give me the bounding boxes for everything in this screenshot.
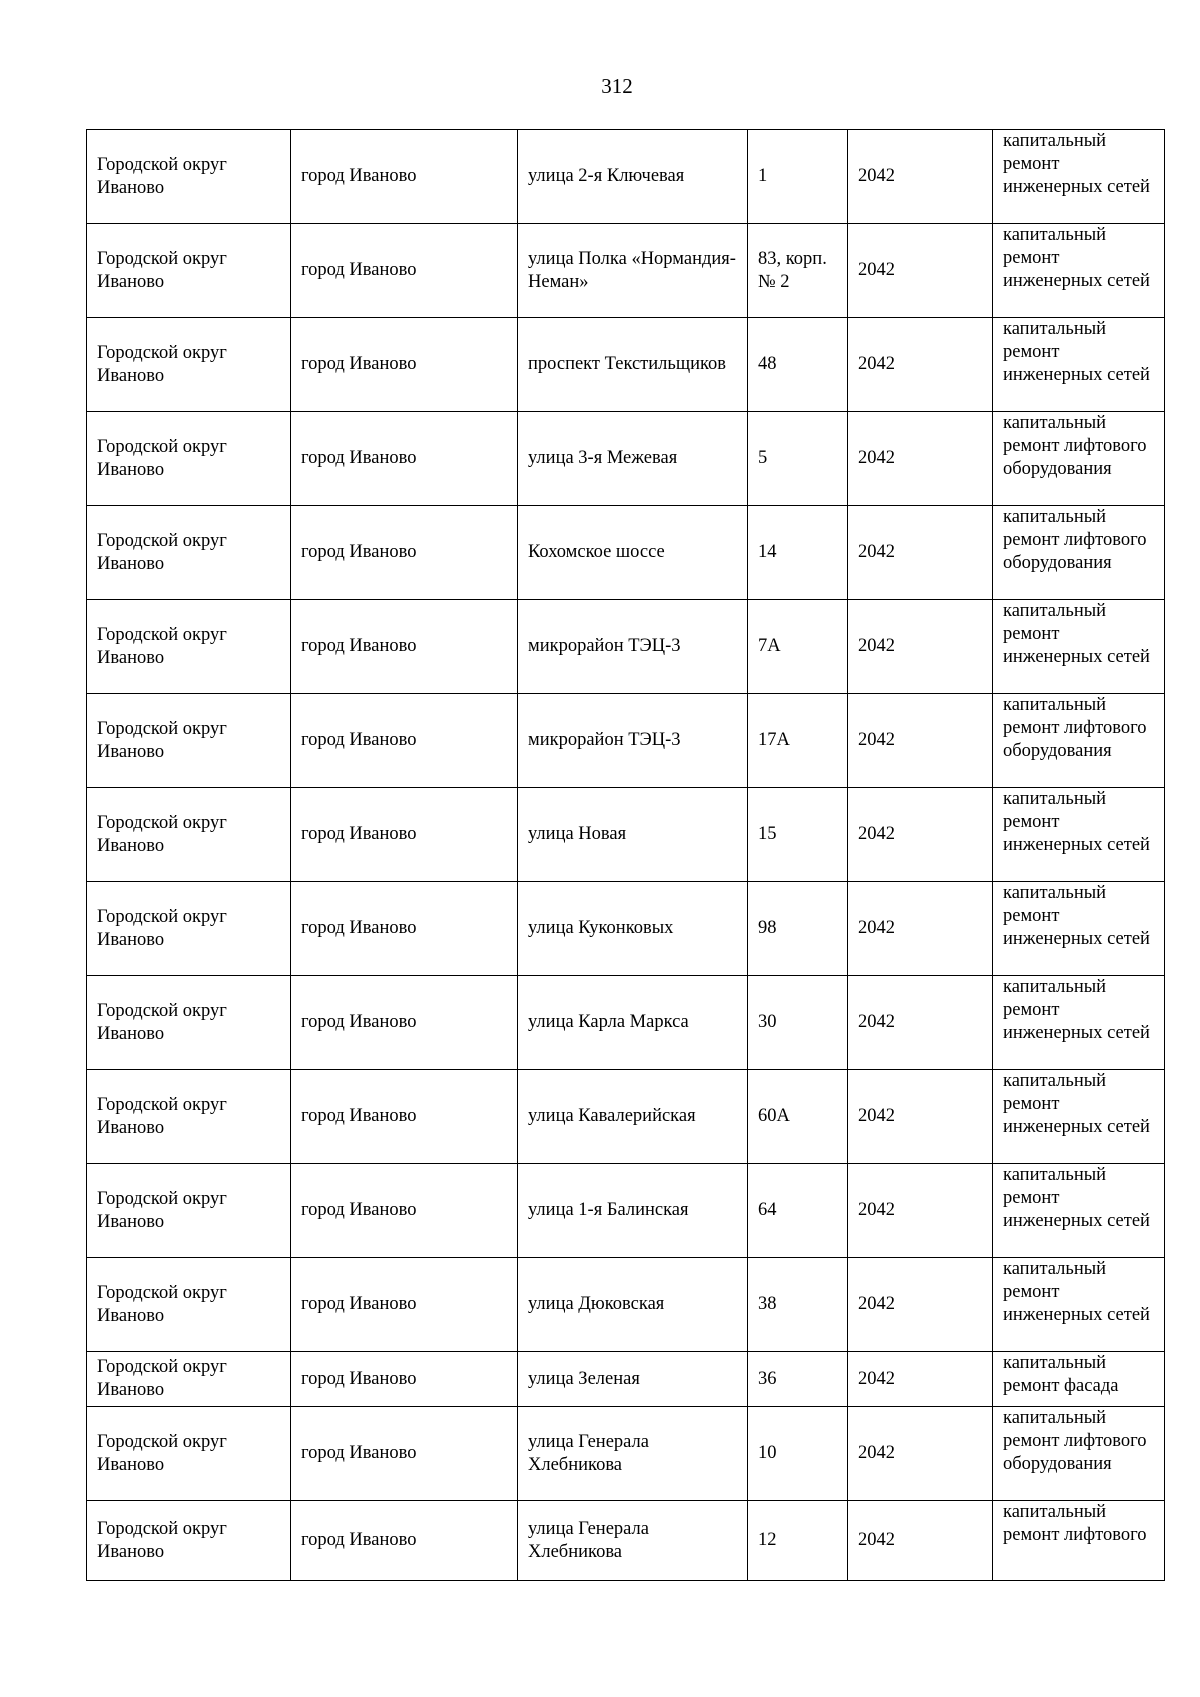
cell-city: город Иваново (291, 976, 518, 1070)
cell-year: 2042 (848, 976, 993, 1070)
cell-work: капитальный ремонт лифтового оборудования (993, 412, 1165, 506)
cell-work: капитальный ремонт инженерных сетей (993, 318, 1165, 412)
cell-city: город Иваново (291, 412, 518, 506)
cell-street: улица Дюковская (518, 1258, 748, 1352)
cell-city: город Иваново (291, 318, 518, 412)
cell-district: Городской округ Иваново (87, 318, 291, 412)
cell-street: улица Генерала Хлебникова (518, 1407, 748, 1501)
table-row (87, 130, 1165, 224)
cell-year: 2042 (848, 1352, 993, 1407)
cell-district: Городской округ Иваново (87, 412, 291, 506)
cell-city: город Иваново (291, 600, 518, 694)
cell-district: Городской округ Иваново (87, 976, 291, 1070)
cell-work: капитальный ремонт инженерных сетей (993, 976, 1165, 1070)
cell-year: 2042 (848, 1407, 993, 1501)
cell-house: 98 (748, 882, 848, 976)
cell-district: Городской округ Иваново (87, 506, 291, 600)
cell-year: 2042 (848, 1070, 993, 1164)
cell-district: Городской округ Иваново (87, 788, 291, 882)
cell-work: капитальный ремонт лифтового (993, 1501, 1165, 1581)
cell-work: капитальный ремонт фасада (993, 1352, 1165, 1407)
cell-work: капитальный ремонт лифтового оборудования (993, 1407, 1165, 1501)
cell-house: 1 (748, 130, 848, 224)
cell-street: улица 3-я Межевая (518, 412, 748, 506)
table-row (87, 976, 1165, 1070)
cell-city: город Иваново (291, 788, 518, 882)
cell-year: 2042 (848, 318, 993, 412)
cell-district: Городской округ Иваново (87, 1164, 291, 1258)
cell-street: проспект Текстильщиков (518, 318, 748, 412)
cell-house: 30 (748, 976, 848, 1070)
cell-city: город Иваново (291, 506, 518, 600)
cell-city: город Иваново (291, 224, 518, 318)
cell-district: Городской округ Иваново (87, 694, 291, 788)
page-number: 312 (601, 74, 633, 98)
table-row (87, 1501, 1165, 1581)
table-row (87, 318, 1165, 412)
cell-year: 2042 (848, 788, 993, 882)
cell-year: 2042 (848, 130, 993, 224)
cell-street: микрорайон ТЭЦ-3 (518, 694, 748, 788)
table-row (87, 600, 1165, 694)
table-row (87, 1070, 1165, 1164)
table-row (87, 506, 1165, 600)
cell-year: 2042 (848, 600, 993, 694)
cell-house: 7А (748, 600, 848, 694)
table-row (87, 412, 1165, 506)
repair-schedule-table (86, 129, 1165, 1581)
cell-house: 38 (748, 1258, 848, 1352)
cell-work: капитальный ремонт инженерных сетей (993, 788, 1165, 882)
cell-year: 2042 (848, 1258, 993, 1352)
cell-street: микрорайон ТЭЦ-3 (518, 600, 748, 694)
cell-district: Городской округ Иваново (87, 600, 291, 694)
cell-house: 48 (748, 318, 848, 412)
cell-year: 2042 (848, 882, 993, 976)
cell-district: Городской округ Иваново (87, 1352, 291, 1407)
cell-year: 2042 (848, 412, 993, 506)
cell-work: капитальный ремонт инженерных сетей (993, 600, 1165, 694)
cell-street: Кохомское шоссе (518, 506, 748, 600)
cell-city: город Иваново (291, 1501, 518, 1581)
cell-street: улица 2-я Ключевая (518, 130, 748, 224)
cell-work: капитальный ремонт лифтового оборудования (993, 506, 1165, 600)
cell-house: 10 (748, 1407, 848, 1501)
cell-street: улица Зеленая (518, 1352, 748, 1407)
cell-work: капитальный ремонт инженерных сетей (993, 1070, 1165, 1164)
cell-district: Городской округ Иваново (87, 1407, 291, 1501)
table-row (87, 1352, 1165, 1407)
cell-city: город Иваново (291, 1407, 518, 1501)
cell-street: улица Новая (518, 788, 748, 882)
cell-work: капитальный ремонт лифтового оборудования (993, 694, 1165, 788)
cell-district: Городской округ Иваново (87, 1501, 291, 1581)
cell-city: город Иваново (291, 130, 518, 224)
table-row (87, 694, 1165, 788)
cell-street: улица Куконковых (518, 882, 748, 976)
cell-street: улица 1-я Балинская (518, 1164, 748, 1258)
cell-year: 2042 (848, 694, 993, 788)
cell-street: улица Карла Маркса (518, 976, 748, 1070)
cell-work: капитальный ремонт инженерных сетей (993, 1258, 1165, 1352)
cell-house: 15 (748, 788, 848, 882)
cell-house: 5 (748, 412, 848, 506)
cell-year: 2042 (848, 506, 993, 600)
cell-house: 60А (748, 1070, 848, 1164)
cell-district: Городской округ Иваново (87, 1070, 291, 1164)
cell-house: 12 (748, 1501, 848, 1581)
table-row (87, 224, 1165, 318)
cell-city: город Иваново (291, 1164, 518, 1258)
cell-city: город Иваново (291, 1070, 518, 1164)
table-row (87, 1407, 1165, 1501)
cell-work: капитальный ремонт инженерных сетей (993, 130, 1165, 224)
cell-city: город Иваново (291, 1258, 518, 1352)
cell-street: улица Генерала Хлебникова (518, 1501, 748, 1581)
table-row (87, 1258, 1165, 1352)
cell-district: Городской округ Иваново (87, 1258, 291, 1352)
cell-year: 2042 (848, 1164, 993, 1258)
cell-work: капитальный ремонт инженерных сетей (993, 224, 1165, 318)
cell-house: 36 (748, 1352, 848, 1407)
cell-house: 17А (748, 694, 848, 788)
cell-city: город Иваново (291, 694, 518, 788)
table-row (87, 1164, 1165, 1258)
cell-work: капитальный ремонт инженерных сетей (993, 1164, 1165, 1258)
table-row (87, 882, 1165, 976)
cell-city: город Иваново (291, 1352, 518, 1407)
cell-house: 64 (748, 1164, 848, 1258)
cell-house: 83, корп. № 2 (748, 224, 848, 318)
cell-street: улица Кавалерийская (518, 1070, 748, 1164)
cell-street: улица Полка «Нормандия-Неман» (518, 224, 748, 318)
cell-district: Городской округ Иваново (87, 130, 291, 224)
cell-city: город Иваново (291, 882, 518, 976)
cell-district: Городской округ Иваново (87, 224, 291, 318)
cell-year: 2042 (848, 224, 993, 318)
cell-district: Городской округ Иваново (87, 882, 291, 976)
cell-house: 14 (748, 506, 848, 600)
cell-work: капитальный ремонт инженерных сетей (993, 882, 1165, 976)
table-row (87, 788, 1165, 882)
cell-year: 2042 (848, 1501, 993, 1581)
